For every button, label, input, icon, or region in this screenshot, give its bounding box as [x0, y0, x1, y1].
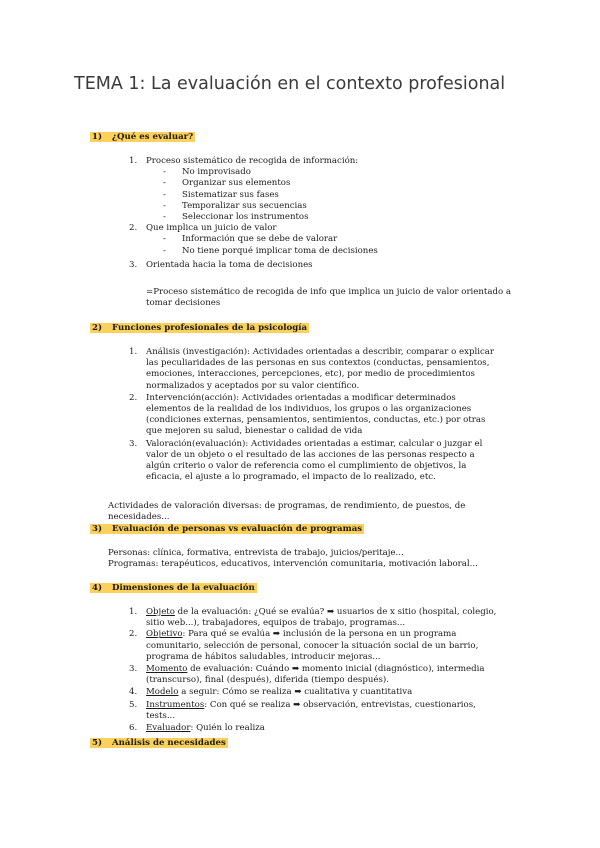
- section-heading-4: 4) Dimensiones de la evaluación: [92, 583, 255, 593]
- dimension-key: Modelo: [146, 687, 179, 698]
- section-heading-3: 3) Evaluación de personas vs evaluación de programas: [92, 524, 363, 534]
- section-3-personas: Personas: clínica, formativa, entrevista de trabajo, juicios/peritaje...: [108, 548, 404, 558]
- sub-item: - No tiene porqué implicar toma de decisiones: [163, 245, 378, 256]
- list-item: 3. Momento de evaluación: Cuándo ➡ momento inicial (diagnóstico), intermedia (transcurso), final (después), diferida (tiempo después).: [129, 664, 485, 686]
- list-item: 3. Orientada hacia la toma de decisiones: [129, 259, 313, 270]
- section-1-summary: =Proceso sistemático de recogida de info que implica un juicio de valor orientado a tomar decisiones: [146, 287, 512, 309]
- list-item: 1. Proceso sistemático de recogida de información: - No improvisado - Organizar sus elementos - Sistematizar sus fases - Temporalizar sus secuencias - Seleccionar los instrumentos: [129, 156, 499, 223]
- sub-list: [146, 234, 499, 256]
- list-item: 5. Instrumentos: Con qué se realiza ➡ observación, entrevistas, cuestionarios, tests...: [129, 699, 476, 721]
- section-heading-5: 5) Análisis de necesidades: [92, 738, 226, 748]
- list-item: 2. Que implica un juicio de valor - Información que se debe de valorar - No tiene porqué implicar toma de decisiones: [129, 223, 499, 257]
- dimension-key: Objeto: [146, 607, 175, 617]
- list-item: 3. Valoración(evaluación): Actividades orientadas a estimar, calcular o juzgar el valor de un objeto o el resultado de las acciones de las personas respecto a algún criterio o valor de referencia como el cumplimiento de objetivos, la eficacia, el ajuste a lo programado, el impacto de lo realizado, etc.: [129, 438, 483, 483]
- sub-item: - Sistematizar sus fases: [163, 189, 279, 200]
- sub-item: - Información que se debe de valorar: [163, 234, 338, 245]
- section-4-list: [129, 607, 499, 734]
- section-2-list: [129, 347, 499, 483]
- list-item: 2. Intervención(acción): Actividades orientadas a modificar determinados elementos de la realidad de los individuos, los grupos o las organizaciones (condiciones externas, pensamientos, sentimientos, conductas, etc.) por otras que mejoren su salud, bienestar o calidad de vida: [129, 392, 486, 437]
- dimension-key: Momento: [146, 664, 188, 675]
- section-1-list: [129, 156, 499, 271]
- section-heading-1: 1) ¿Qué es evaluar?: [92, 132, 194, 142]
- list-item: 6. Evaluador: Quién lo realiza: [129, 723, 265, 734]
- list-item: 2. Objetivo: Para qué se evalúa ➡ inclusión de la persona en un programa comunitario, selección de personal, conocer la situación social de un barrio, programa de hábitos saludables, introducir mejoras...: [129, 629, 479, 662]
- dimension-key: Objetivo: [146, 629, 183, 640]
- section-heading-2: 2) Funciones profesionales de la psicología: [92, 323, 308, 333]
- sub-list: [146, 167, 499, 223]
- sub-item: - Seleccionar los instrumentos: [163, 212, 309, 223]
- dimension-key: Instrumentos: [146, 699, 205, 710]
- sub-item: - No improvisado: [163, 167, 251, 178]
- sub-item: - Temporalizar sus secuencias: [163, 200, 307, 211]
- list-item: 1. Análisis (investigación): Actividades orientadas a describir, comparar o explicar las peculiaridades de las personas en sus contextos (conductas, pensamientos, emociones, interacciones, percepciones, etc), por medio de procedimientos normalizados y aceptados por su valor científico.: [129, 347, 495, 391]
- page-title: TEMA 1: La evaluación en el contexto profesional: [74, 74, 506, 94]
- section-2-note: Actividades de valoración diversas: de programas, de rendimiento, de puestos, de necesidades...: [108, 501, 466, 523]
- sub-item: - Organizar sus elementos: [163, 178, 291, 189]
- list-item: 1. Objeto de la evaluación: ¿Qué se evalúa? ➡ usuarios de x sitio (hospital, colegio, sitio web...), trabajadores, equipos de trabajo, programas...: [129, 607, 497, 629]
- section-3-programas: Programas: terapéuticos, educativos, intervención comunitaria, motivación laboral...: [108, 559, 478, 569]
- dimension-key: Evaluador: [146, 723, 191, 734]
- list-item: 4. Modelo a seguir: Cómo se realiza ➡ cualitativa y cuantitativa: [129, 687, 413, 698]
